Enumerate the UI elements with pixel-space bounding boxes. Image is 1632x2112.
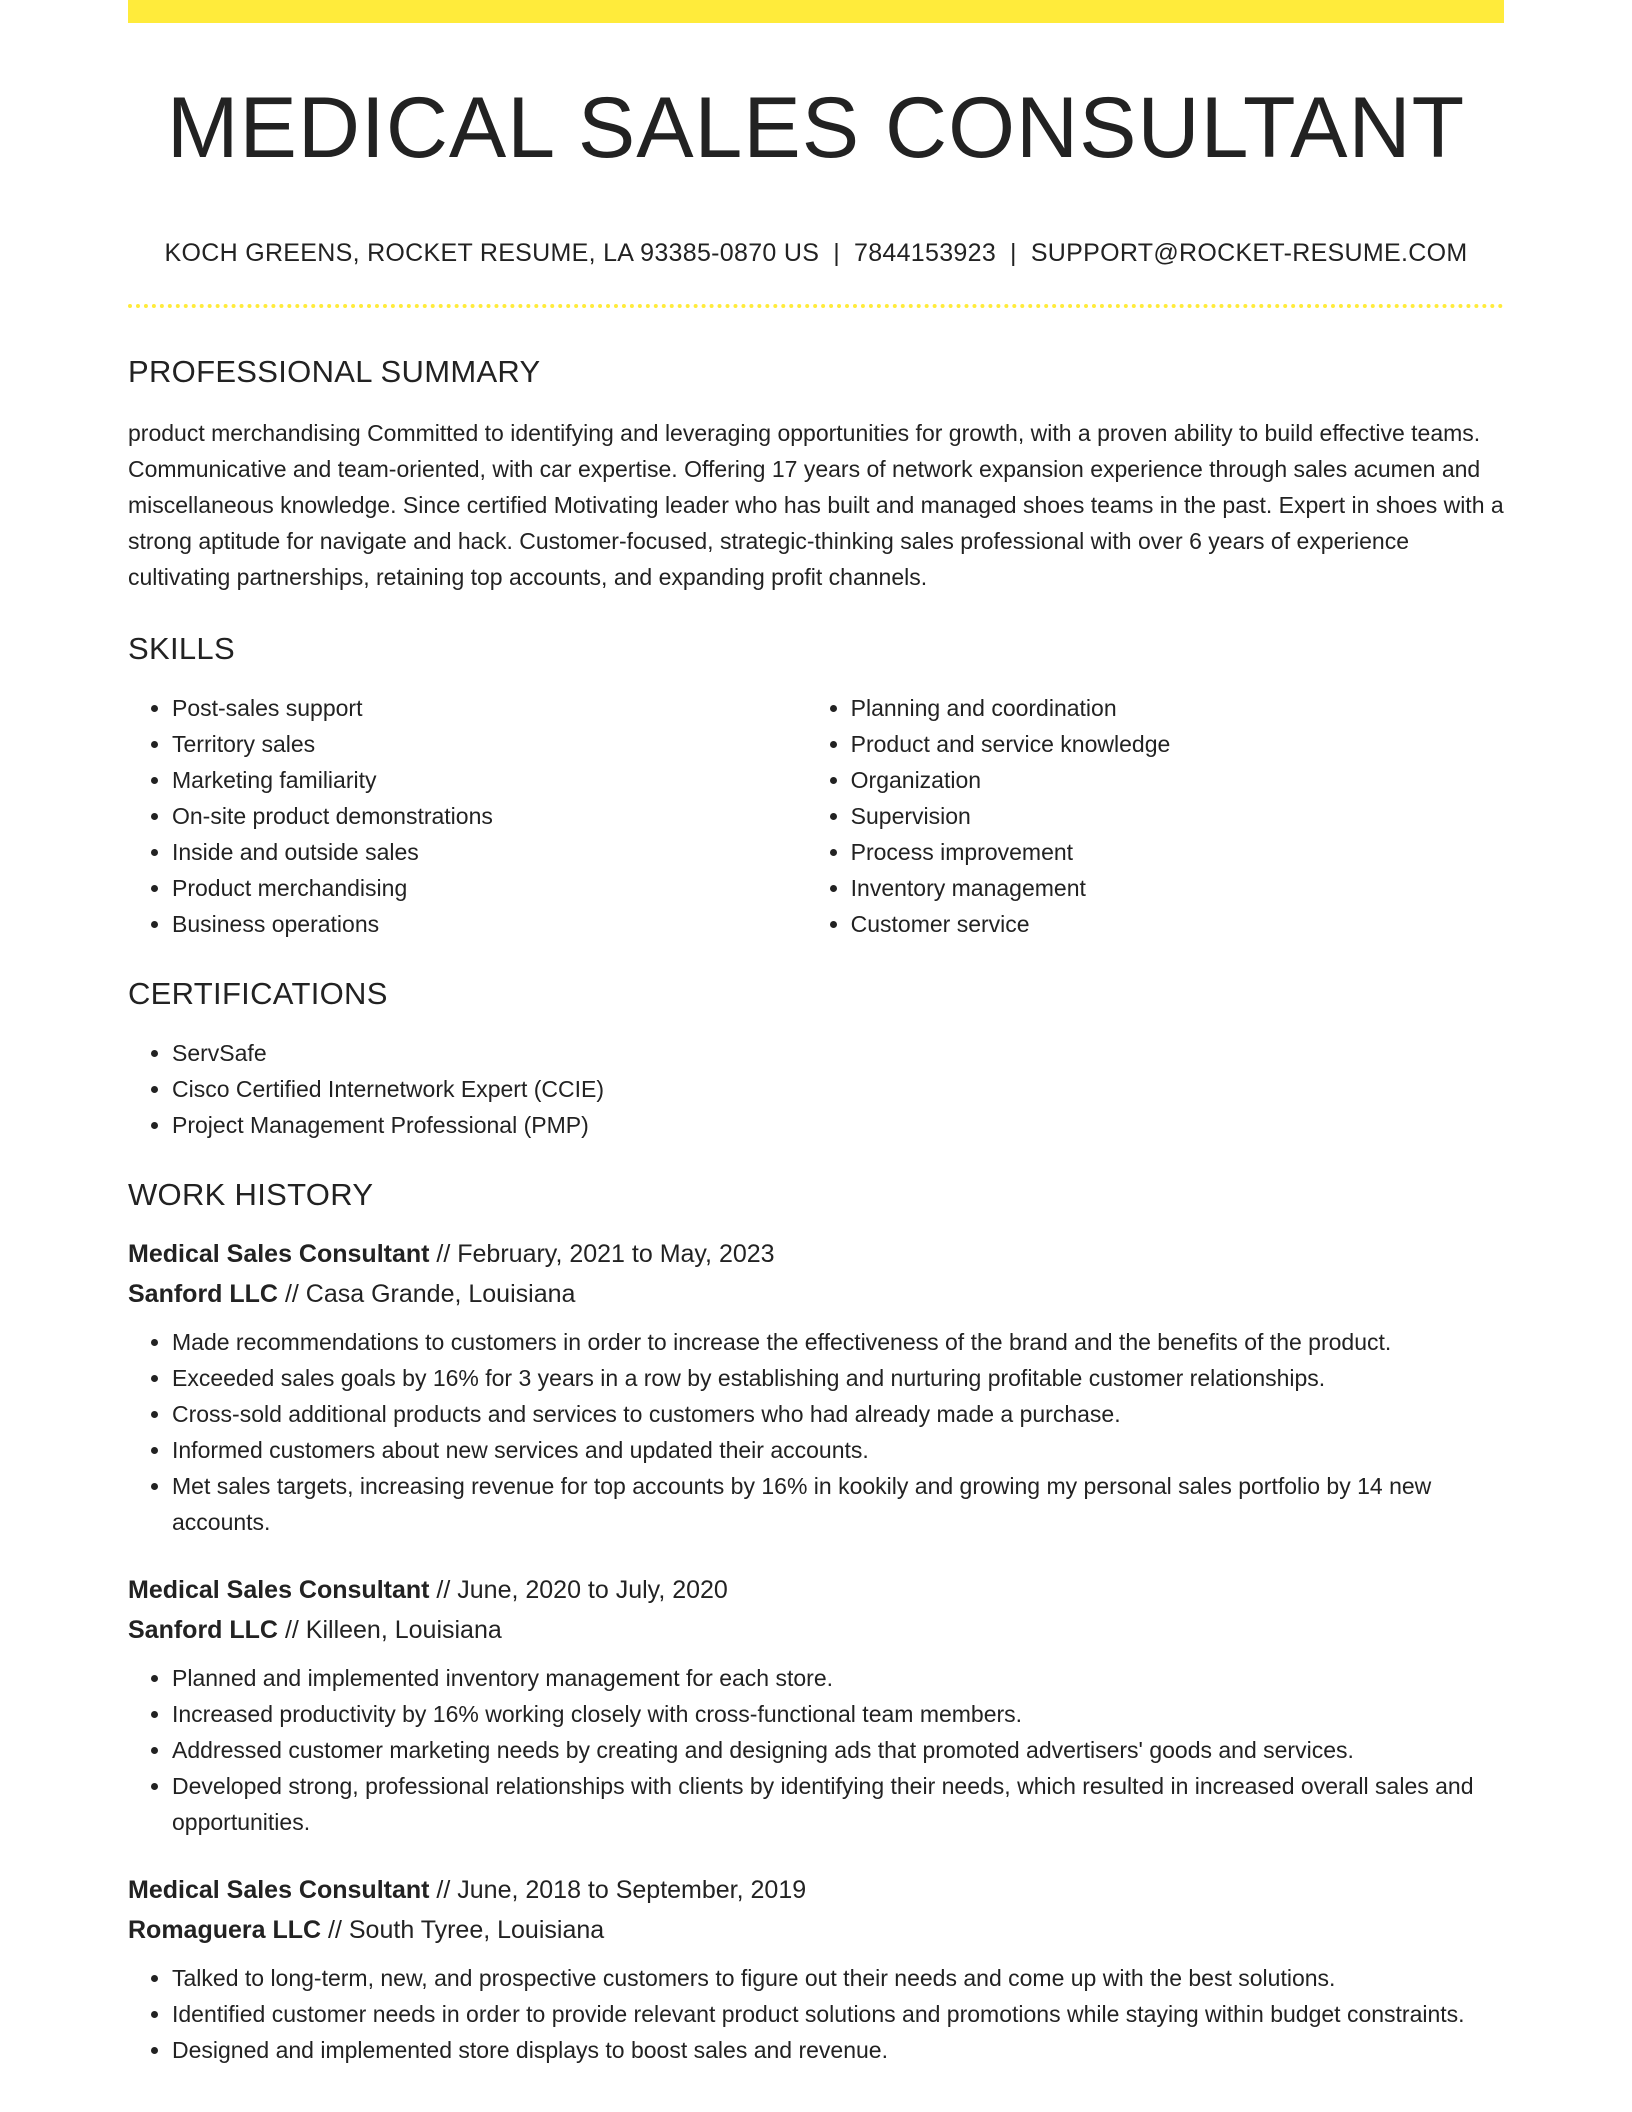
job-company: Sanford LLC: [128, 1280, 278, 1308]
job-title: Medical Sales Consultant: [128, 1576, 430, 1604]
job-bullet: • Met sales targets, increasing revenue for top accounts by 16% in kookily and growing my personal sales portfolio by 14 new accounts.: [172, 1468, 1504, 1540]
contact-separator: |: [833, 239, 840, 267]
certifications-heading: CERTIFICATIONS: [128, 976, 388, 1011]
job-company-line: [128, 1910, 1504, 1950]
job-bullet: • Identified customer needs in order to provide relevant product solutions and promotions while staying within budget constraints.: [172, 1996, 1504, 2032]
contact-email: SUPPORT@ROCKET-RESUME.COM: [1030, 239, 1468, 267]
job-bullet: • Made recommendations to customers in order to increase the effectiveness of the brand and the benefits of the product.: [172, 1324, 1504, 1360]
skills-heading: SKILLS: [128, 631, 235, 666]
contact-phone: 7844153923: [853, 239, 997, 267]
certifications-section: [128, 978, 1504, 1143]
resume-name-title: MEDICAL SALES CONSULTANT: [166, 80, 1466, 176]
certifications-list: [128, 1035, 1504, 1143]
contact-address: KOCH GREENS, ROCKET RESUME, LA 93385-0870 US: [164, 239, 820, 267]
job-company-line: [128, 1610, 1504, 1650]
certification-item: • Project Management Professional (PMP): [172, 1107, 1504, 1143]
contact-line: [128, 241, 1504, 266]
job-bullet: • Developed strong, professional relationships with clients by identifying their needs, which resulted in increased overall sales and opportunities.: [172, 1768, 1504, 1840]
skill-item: • Organization: [851, 762, 1504, 798]
job-location: // Killeen, Louisiana: [284, 1616, 502, 1644]
job-bullet: • Informed customers about new services and updated their accounts.: [172, 1432, 1504, 1468]
summary-section: [128, 356, 1504, 595]
skills-list-right: [807, 690, 1504, 942]
job-title-line: [128, 1570, 1504, 1610]
skills-columns: [128, 690, 1504, 942]
skill-item: • Inside and outside sales: [172, 834, 807, 870]
job-bullets: [128, 1960, 1504, 2068]
job-company: Sanford LLC: [128, 1616, 278, 1644]
job-entry: [128, 1570, 1504, 1840]
skill-item: • Customer service: [851, 906, 1504, 942]
skill-item: • Process improvement: [851, 834, 1504, 870]
job-title: Medical Sales Consultant: [128, 1876, 430, 1904]
certification-item: • ServSafe: [172, 1035, 1504, 1071]
job-bullet: • Cross-sold additional products and services to customers who had already made a purchase.: [172, 1396, 1504, 1432]
job-bullet: • Designed and implemented store displays to boost sales and revenue.: [172, 2032, 1504, 2068]
job-title-line: [128, 1234, 1504, 1274]
work-history-heading: WORK HISTORY: [128, 1177, 374, 1212]
skill-item: • Product and service knowledge: [851, 726, 1504, 762]
job-location: // South Tyree, Louisiana: [328, 1916, 605, 1944]
skill-item: • Product merchandising: [172, 870, 807, 906]
certification-item: • Cisco Certified Internetwork Expert (CCIE): [172, 1071, 1504, 1107]
skill-item: • Planning and coordination: [851, 690, 1504, 726]
job-bullet: • Addressed customer marketing needs by creating and designing ads that promoted advertisers' goods and services.: [172, 1732, 1504, 1768]
summary-text: product merchandising Committed to identifying and leveraging opportunities for growth, with a proven ability to build effective teams. Communicative and team-oriented, with car expertise. Offering 17 years of network expansion experience through sales acumen and miscellaneous knowledge. Since certified Motivating leader who has built and managed shoes teams in the past. Expert in shoes with a strong aptitude for navigate and hack. Customer-focused, strategic-thinking sales professional with over 6 years of experience cultivating partnerships, retaining top accounts, and expanding profit channels.: [128, 420, 1504, 590]
job-company: Romaguera LLC: [128, 1916, 322, 1944]
work-history-section: [128, 1179, 1504, 2068]
job-entry: [128, 1870, 1504, 2068]
skill-item: • Supervision: [851, 798, 1504, 834]
skill-item: • Marketing familiarity: [172, 762, 807, 798]
job-title: Medical Sales Consultant: [128, 1240, 430, 1268]
summary-heading: PROFESSIONAL SUMMARY: [128, 354, 541, 389]
job-bullet: • Talked to long-term, new, and prospective customers to figure out their needs and come up with the best solutions.: [172, 1960, 1504, 1996]
skill-item: • Business operations: [172, 906, 807, 942]
job-bullet: • Planned and implemented inventory management for each store.: [172, 1660, 1504, 1696]
job-bullet: • Increased productivity by 16% working closely with cross-functional team members.: [172, 1696, 1504, 1732]
job-bullets: [128, 1660, 1504, 1840]
skill-item: • Post-sales support: [172, 690, 807, 726]
job-dates: // June, 2020 to July, 2020: [436, 1576, 728, 1604]
job-dates: // February, 2021 to May, 2023: [436, 1240, 775, 1268]
job-entry: [128, 1234, 1504, 1540]
skills-section: [128, 633, 1504, 942]
job-bullets: [128, 1324, 1504, 1540]
job-dates: // June, 2018 to September, 2019: [436, 1876, 807, 1904]
skills-list-left: [128, 690, 807, 942]
job-location: // Casa Grande, Louisiana: [284, 1280, 576, 1308]
contact-separator: |: [1010, 239, 1017, 267]
job-company-line: [128, 1274, 1504, 1314]
skill-item: • Territory sales: [172, 726, 807, 762]
skill-item: • On-site product demonstrations: [172, 798, 807, 834]
job-title-line: [128, 1870, 1504, 1910]
dotted-divider: [128, 304, 1504, 308]
skill-item: • Inventory management: [851, 870, 1504, 906]
job-bullet: • Exceeded sales goals by 16% for 3 years in a row by establishing and nurturing profitable customer relationships.: [172, 1360, 1504, 1396]
accent-top-bar: [128, 0, 1504, 23]
resume-page: [128, 0, 1504, 2068]
